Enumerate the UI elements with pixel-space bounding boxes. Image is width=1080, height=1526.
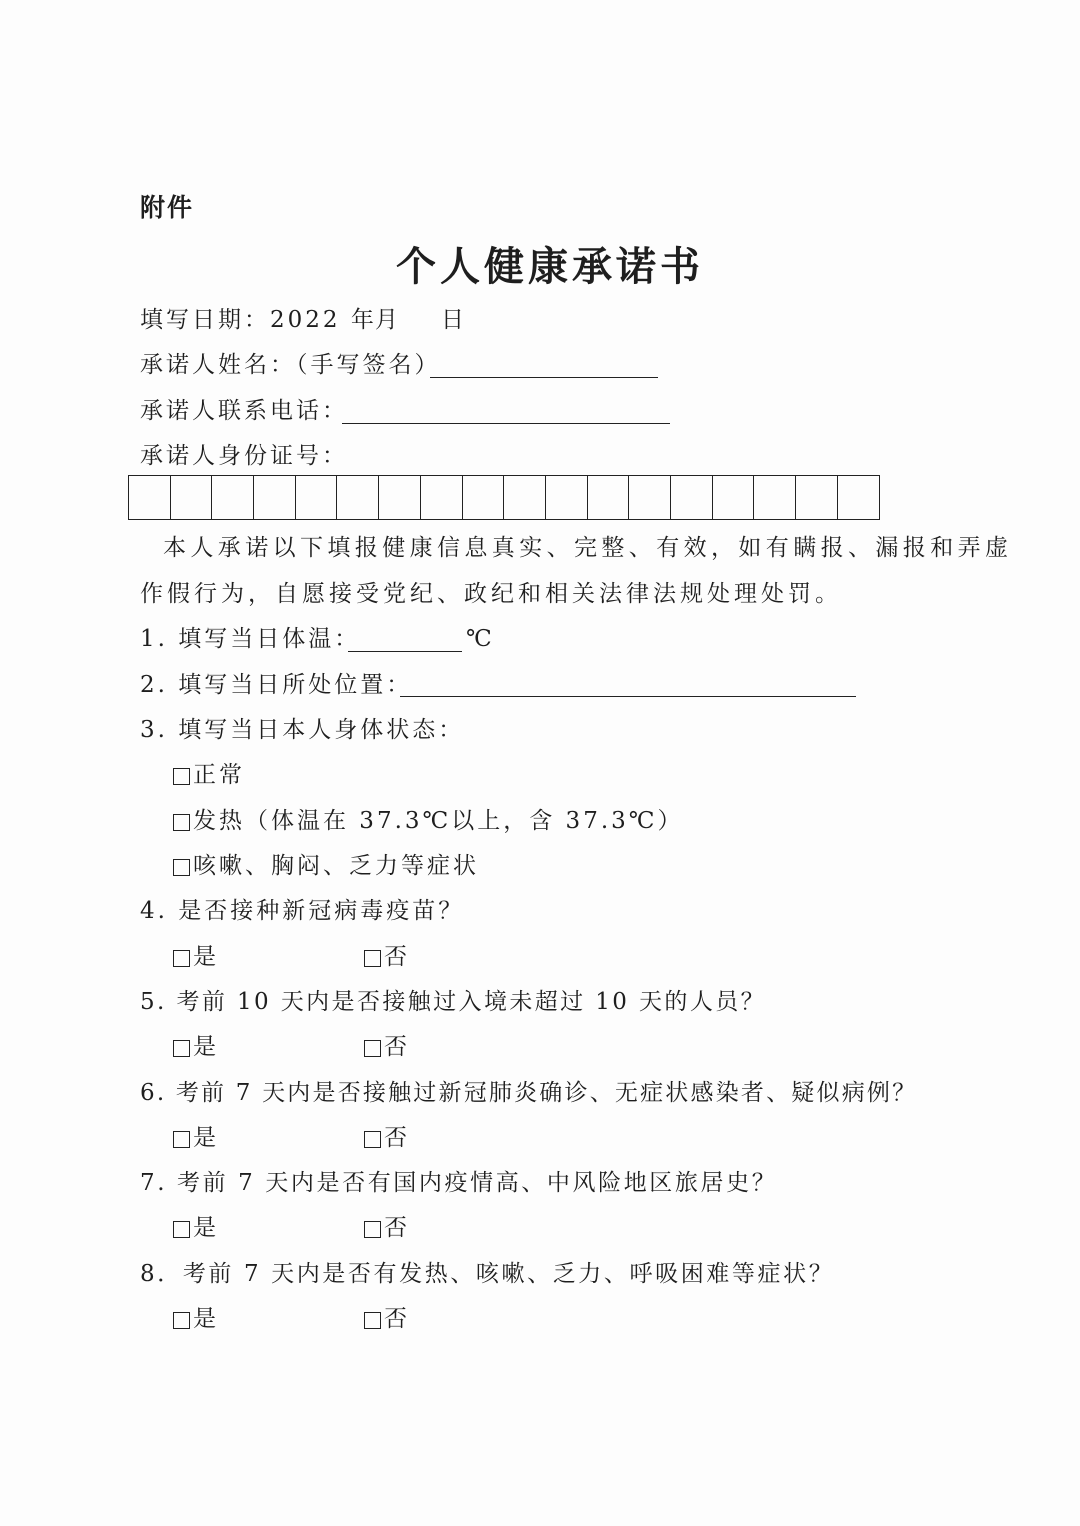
name-label: 承诺人姓名：（手写签名） xyxy=(140,352,441,378)
q7-option-yes[interactable]: 是 xyxy=(173,1217,219,1240)
id-number-grid[interactable] xyxy=(128,475,880,520)
id-digit-cell[interactable] xyxy=(671,476,713,519)
pledge-line-2: 作假行为，自愿接受党纪、政纪和相关法律法规处理处罚。 xyxy=(140,581,842,607)
q8-option-no[interactable]: 否 xyxy=(364,1308,410,1331)
id-digit-cell[interactable] xyxy=(796,476,838,519)
question-2-label: 2. 填写当日所处位置： xyxy=(140,672,413,698)
question-6-label: 6. 考前 7 天内是否接触过新冠肺炎确诊、无症状感染者、疑似病例？ xyxy=(140,1080,918,1106)
q8-option-yes[interactable]: 是 xyxy=(173,1308,219,1331)
id-digit-cell[interactable] xyxy=(337,476,379,519)
question-5-label: 5. 考前 10 天内是否接触过入境未超过 10 天的人员？ xyxy=(140,989,767,1015)
phone-label: 承诺人联系电话： xyxy=(140,398,348,424)
date-month-label: 月 xyxy=(375,307,401,333)
id-digit-cell[interactable] xyxy=(754,476,796,519)
id-digit-cell[interactable] xyxy=(171,476,213,519)
id-digit-cell[interactable] xyxy=(254,476,296,519)
id-digit-cell[interactable] xyxy=(379,476,421,519)
checkbox[interactable] xyxy=(364,1221,381,1238)
checkbox[interactable] xyxy=(173,1131,190,1148)
question-8-label: 8．考前 7 天内是否有发热、咳嗽、乏力、呼吸困难等症状？ xyxy=(140,1261,835,1287)
checkbox[interactable] xyxy=(173,768,190,785)
checkbox[interactable] xyxy=(173,1221,190,1238)
q3-option-fever[interactable]: 发热（体温在 37.3℃以上，含 37.3℃） xyxy=(173,810,684,833)
question-3-label: 3. 填写当日本人身体状态： xyxy=(140,717,465,743)
id-digit-cell[interactable] xyxy=(421,476,463,519)
temperature-unit: ℃ xyxy=(466,626,495,652)
checkbox[interactable] xyxy=(364,1312,381,1329)
checkbox[interactable] xyxy=(364,1040,381,1057)
checkbox[interactable] xyxy=(173,1040,190,1057)
phone-field[interactable] xyxy=(342,423,670,424)
checkbox[interactable] xyxy=(173,950,190,967)
id-label: 承诺人身份证号： xyxy=(140,443,348,469)
q4-option-yes[interactable]: 是 xyxy=(173,946,219,969)
q4-option-no[interactable]: 否 xyxy=(364,946,410,969)
id-digit-cell[interactable] xyxy=(713,476,755,519)
id-digit-cell[interactable] xyxy=(588,476,630,519)
id-digit-cell[interactable] xyxy=(504,476,546,519)
id-digit-cell[interactable] xyxy=(129,476,171,519)
date-label: 填写日期：2022 年 xyxy=(140,307,377,333)
q7-option-no[interactable]: 否 xyxy=(364,1217,410,1240)
name-field[interactable] xyxy=(430,377,658,378)
pledge-line-1: 本人承诺以下填报健康信息真实、完整、有效，如有瞒报、漏报和弄虚 xyxy=(163,535,1013,561)
q6-option-no[interactable]: 否 xyxy=(364,1127,410,1150)
id-digit-cell[interactable] xyxy=(838,476,880,519)
id-digit-cell[interactable] xyxy=(463,476,505,519)
id-digit-cell[interactable] xyxy=(546,476,588,519)
attachment-label: 附件 xyxy=(140,193,195,222)
checkbox[interactable] xyxy=(364,950,381,967)
checkbox[interactable] xyxy=(173,859,190,876)
question-4-label: 4. 是否接种新冠病毒疫苗？ xyxy=(140,898,465,924)
q5-option-no[interactable]: 否 xyxy=(364,1036,410,1059)
id-digit-cell[interactable] xyxy=(212,476,254,519)
q5-option-yes[interactable]: 是 xyxy=(173,1036,219,1059)
checkbox[interactable] xyxy=(173,814,190,831)
checkbox[interactable] xyxy=(173,1312,190,1329)
question-7-label: 7. 考前 7 天内是否有国内疫情高、中风险地区旅居史？ xyxy=(140,1170,778,1196)
question-1-label: 1. 填写当日体温： xyxy=(140,626,361,652)
id-digit-cell[interactable] xyxy=(629,476,671,519)
q3-option-symptoms[interactable]: 咳嗽、胸闷、乏力等症状 xyxy=(173,855,479,878)
location-field[interactable] xyxy=(400,696,856,697)
q3-option-normal[interactable]: 正常 xyxy=(173,764,245,787)
checkbox[interactable] xyxy=(364,1131,381,1148)
q6-option-yes[interactable]: 是 xyxy=(173,1127,219,1150)
temperature-field[interactable] xyxy=(348,651,462,652)
date-day-label: 日 xyxy=(441,307,467,333)
id-digit-cell[interactable] xyxy=(296,476,338,519)
page-title: 个人健康承诺书 xyxy=(396,243,704,290)
